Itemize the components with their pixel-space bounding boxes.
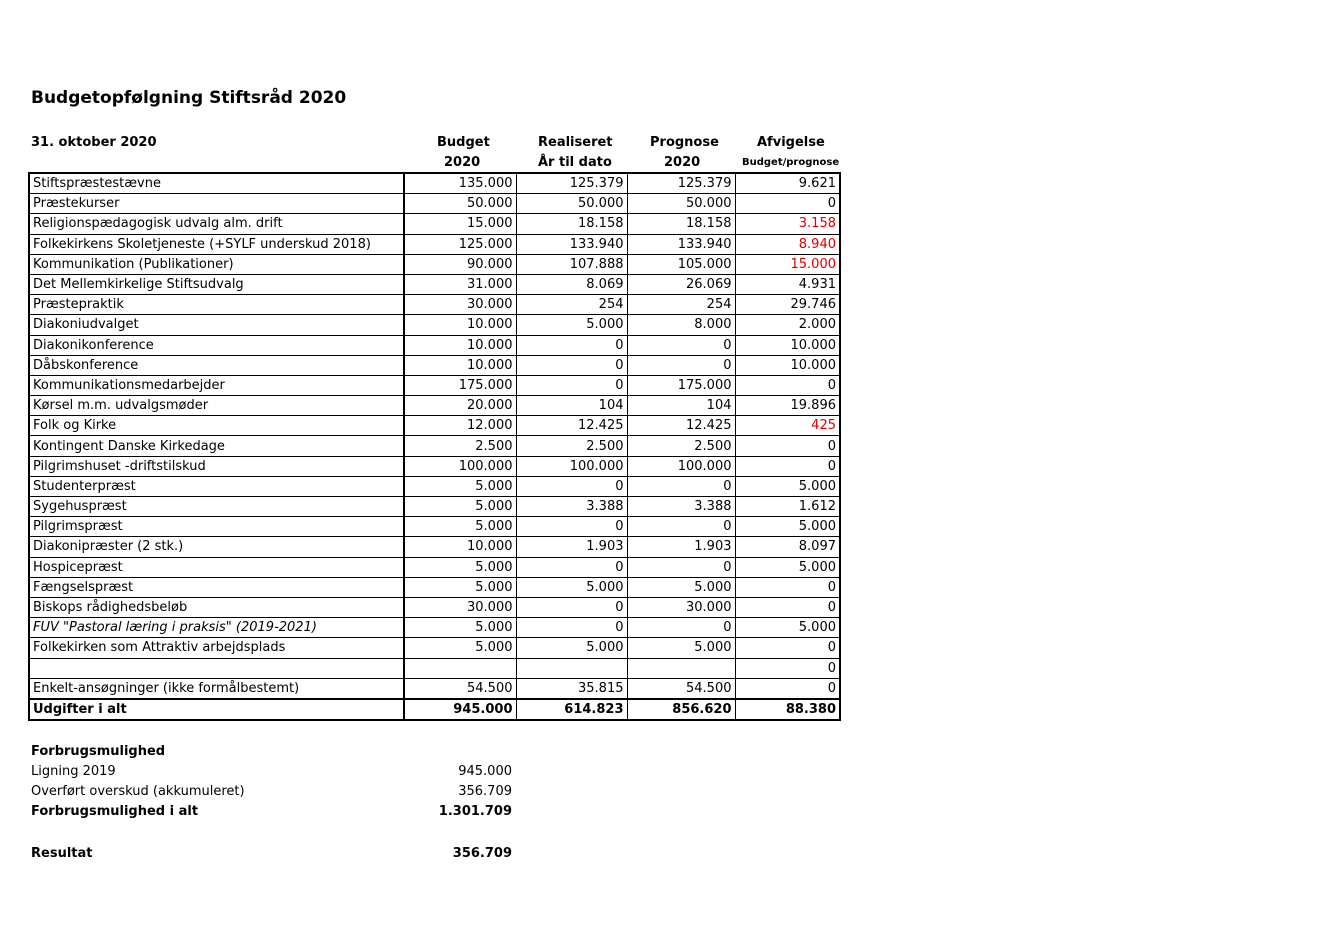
table-row [29, 537, 840, 557]
cell-realiseret: 0 [516, 517, 627, 537]
cell-afvigelse: 8.097 [735, 537, 840, 557]
cell-realiseret: 12.425 [516, 416, 627, 436]
cell-prognose: 0 [627, 476, 735, 496]
cell-realiseret: 0 [516, 618, 627, 638]
col-header-budget-year: 2020 [444, 155, 481, 170]
table-row [29, 214, 840, 234]
cell-budget: 30.000 [404, 295, 516, 315]
summary-overfort-value: 356.709 [458, 784, 512, 799]
cell-realiseret: 107.888 [516, 254, 627, 274]
cell-afvigelse: 0 [735, 436, 840, 456]
cell-prognose: 54.500 [627, 678, 735, 699]
cell-realiseret: 125.379 [516, 173, 627, 194]
table-row [29, 436, 840, 456]
cell-label: Pilgrimspræst [29, 517, 404, 537]
cell-prognose: 254 [627, 295, 735, 315]
table-row [29, 173, 840, 194]
cell-afvigelse: 5.000 [735, 557, 840, 577]
cell-label: Biskops rådighedsbeløb [29, 597, 404, 617]
cell-afvigelse: 0 [735, 597, 840, 617]
cell-realiseret: 104 [516, 396, 627, 416]
cell-realiseret: 0 [516, 355, 627, 375]
cell-realiseret: 35.815 [516, 678, 627, 699]
cell-prognose: 0 [627, 335, 735, 355]
cell-budget: 5.000 [404, 638, 516, 658]
cell-budget: 10.000 [404, 315, 516, 335]
table-row [29, 254, 840, 274]
cell-prognose: 0 [627, 557, 735, 577]
table-row [29, 335, 840, 355]
cell-afvigelse: 29.746 [735, 295, 840, 315]
summary-ligning-value: 945.000 [458, 764, 512, 779]
cell-label: Diakonikonference [29, 335, 404, 355]
cell-prognose [627, 658, 735, 678]
cell-budget [404, 658, 516, 678]
table-row [29, 315, 840, 335]
cell-realiseret: 5.000 [516, 638, 627, 658]
cell-budget: 5.000 [404, 618, 516, 638]
cell-label: Fængselspræst [29, 577, 404, 597]
cell-budget: 135.000 [404, 173, 516, 194]
table-row [29, 295, 840, 315]
cell-budget: 5.000 [404, 517, 516, 537]
cell-realiseret: 3.388 [516, 497, 627, 517]
cell-label: Kontingent Danske Kirkedage [29, 436, 404, 456]
cell-label: Diakoniudvalget [29, 315, 404, 335]
cell-prognose: 3.388 [627, 497, 735, 517]
cell-realiseret: 5.000 [516, 577, 627, 597]
cell-budget: 54.500 [404, 678, 516, 699]
cell-afvigelse: 2.000 [735, 315, 840, 335]
cell-realiseret: 18.158 [516, 214, 627, 234]
summary-heading: Forbrugsmulighed [31, 744, 166, 759]
resultat-value: 356.709 [452, 846, 512, 861]
cell-afvigelse: 0 [735, 638, 840, 658]
cell-budget: 5.000 [404, 557, 516, 577]
summary-overfort-label: Overført overskud (akkumuleret) [31, 784, 245, 799]
cell-realiseret: 0 [516, 375, 627, 395]
cell-prognose: 1.903 [627, 537, 735, 557]
cell-realiseret: 0 [516, 597, 627, 617]
report-date: 31. oktober 2020 [31, 135, 157, 150]
cell-prognose: 175.000 [627, 375, 735, 395]
table-row [29, 497, 840, 517]
cell-realiseret: 1.903 [516, 537, 627, 557]
cell-prognose: 0 [627, 618, 735, 638]
col-header-afvigelse-sub: Budget/prognose [742, 157, 840, 168]
cell-label: Dåbskonference [29, 355, 404, 375]
table-row [29, 597, 840, 617]
summary-total-value: 1.301.709 [438, 804, 512, 819]
cell-budget: 20.000 [404, 396, 516, 416]
cell-budget: 5.000 [404, 476, 516, 496]
cell-afvigelse: 19.896 [735, 396, 840, 416]
cell-afvigelse: 9.621 [735, 173, 840, 194]
cell-prognose: 133.940 [627, 234, 735, 254]
cell-afvigelse: 0 [735, 658, 840, 678]
cell-prognose: 18.158 [627, 214, 735, 234]
cell-afvigelse: 3.158 [735, 214, 840, 234]
table-row [29, 658, 840, 678]
cell-label: Kommunikation (Publikationer) [29, 254, 404, 274]
cell-label [29, 658, 404, 678]
cell-prognose: 50.000 [627, 194, 735, 214]
cell-afvigelse: 0 [735, 375, 840, 395]
page-title: Budgetopfølgning Stiftsråd 2020 [31, 88, 347, 108]
table-row [29, 577, 840, 597]
cell-label: Stiftspræstestævne [29, 173, 404, 194]
cell-label: Folkekirkens Skoletjeneste (+SYLF underskud 2018) [29, 234, 404, 254]
cell-budget: 90.000 [404, 254, 516, 274]
table-row [29, 517, 840, 537]
cell-afvigelse: 0 [735, 194, 840, 214]
table-row [29, 476, 840, 496]
table-row [29, 274, 840, 294]
cell-realiseret: 0 [516, 557, 627, 577]
cell-label: Kommunikationsmedarbejder [29, 375, 404, 395]
table-row [29, 234, 840, 254]
total-row [29, 699, 840, 720]
cell-prognose: 2.500 [627, 436, 735, 456]
cell-afvigelse: 0 [735, 678, 840, 699]
cell-prognose: 5.000 [627, 577, 735, 597]
cell-label: Enkelt-ansøgninger (ikke formålbestemt) [29, 678, 404, 699]
cell-realiseret: 614.823 [516, 699, 627, 720]
budget-table [28, 172, 841, 721]
cell-budget: 10.000 [404, 355, 516, 375]
cell-label: Hospicepræst [29, 557, 404, 577]
cell-realiseret: 254 [516, 295, 627, 315]
cell-afvigelse: 4.931 [735, 274, 840, 294]
cell-realiseret: 5.000 [516, 315, 627, 335]
cell-realiseret: 0 [516, 335, 627, 355]
cell-prognose: 856.620 [627, 699, 735, 720]
col-header-realiseret-sub: År til dato [538, 155, 612, 170]
resultat-label: Resultat [31, 846, 93, 861]
cell-label: Præstekurser [29, 194, 404, 214]
cell-budget: 12.000 [404, 416, 516, 436]
cell-afvigelse: 5.000 [735, 517, 840, 537]
cell-afvigelse: 1.612 [735, 497, 840, 517]
col-header-prognose: Prognose [650, 135, 719, 150]
table-row [29, 638, 840, 658]
cell-realiseret: 50.000 [516, 194, 627, 214]
table-row [29, 678, 840, 699]
cell-prognose: 30.000 [627, 597, 735, 617]
cell-label: Religionspædagogisk udvalg alm. drift [29, 214, 404, 234]
cell-label: Folkekirken som Attraktiv arbejdsplads [29, 638, 404, 658]
cell-budget: 175.000 [404, 375, 516, 395]
cell-prognose: 125.379 [627, 173, 735, 194]
cell-budget: 5.000 [404, 577, 516, 597]
table-row [29, 355, 840, 375]
cell-prognose: 0 [627, 517, 735, 537]
table-row [29, 396, 840, 416]
table-row [29, 375, 840, 395]
cell-budget: 15.000 [404, 214, 516, 234]
cell-realiseret: 8.069 [516, 274, 627, 294]
cell-prognose: 104 [627, 396, 735, 416]
cell-label: Folk og Kirke [29, 416, 404, 436]
cell-label: Det Mellemkirkelige Stiftsudvalg [29, 274, 404, 294]
cell-realiseret: 0 [516, 476, 627, 496]
cell-realiseret: 2.500 [516, 436, 627, 456]
cell-afvigelse: 10.000 [735, 355, 840, 375]
cell-budget: 10.000 [404, 537, 516, 557]
cell-afvigelse: 5.000 [735, 476, 840, 496]
cell-realiseret: 133.940 [516, 234, 627, 254]
cell-afvigelse: 10.000 [735, 335, 840, 355]
table-row [29, 557, 840, 577]
col-header-prognose-year: 2020 [664, 155, 701, 170]
cell-label: Udgifter i alt [29, 699, 404, 720]
col-header-afvigelse: Afvigelse [757, 135, 825, 150]
cell-afvigelse: 88.380 [735, 699, 840, 720]
cell-budget: 125.000 [404, 234, 516, 254]
cell-budget: 5.000 [404, 497, 516, 517]
cell-budget: 10.000 [404, 335, 516, 355]
cell-label: Præstepraktik [29, 295, 404, 315]
cell-prognose: 26.069 [627, 274, 735, 294]
cell-budget: 945.000 [404, 699, 516, 720]
cell-budget: 100.000 [404, 456, 516, 476]
cell-prognose: 100.000 [627, 456, 735, 476]
summary-ligning-label: Ligning 2019 [31, 764, 116, 779]
cell-label: Diakonipræster (2 stk.) [29, 537, 404, 557]
cell-label: FUV "Pastoral læring i praksis" (2019-2021) [29, 618, 404, 638]
table-row [29, 416, 840, 436]
cell-afvigelse: 0 [735, 456, 840, 476]
cell-label: Kørsel m.m. udvalgsmøder [29, 396, 404, 416]
cell-prognose: 0 [627, 355, 735, 375]
cell-afvigelse: 5.000 [735, 618, 840, 638]
cell-afvigelse: 8.940 [735, 234, 840, 254]
cell-prognose: 12.425 [627, 416, 735, 436]
cell-label: Sygehuspræst [29, 497, 404, 517]
table-row [29, 456, 840, 476]
cell-prognose: 8.000 [627, 315, 735, 335]
cell-prognose: 5.000 [627, 638, 735, 658]
cell-prognose: 105.000 [627, 254, 735, 274]
cell-realiseret: 100.000 [516, 456, 627, 476]
cell-budget: 2.500 [404, 436, 516, 456]
cell-label: Pilgrimshuset -driftstilskud [29, 456, 404, 476]
cell-budget: 50.000 [404, 194, 516, 214]
cell-afvigelse: 425 [735, 416, 840, 436]
col-header-realiseret: Realiseret [538, 135, 613, 150]
cell-afvigelse: 0 [735, 577, 840, 597]
summary-total-label: Forbrugsmulighed i alt [31, 804, 199, 819]
cell-afvigelse: 15.000 [735, 254, 840, 274]
cell-budget: 31.000 [404, 274, 516, 294]
cell-label: Studenterpræst [29, 476, 404, 496]
table-row [29, 618, 840, 638]
cell-budget: 30.000 [404, 597, 516, 617]
cell-realiseret [516, 658, 627, 678]
table-row [29, 194, 840, 214]
col-header-budget: Budget [437, 135, 490, 150]
